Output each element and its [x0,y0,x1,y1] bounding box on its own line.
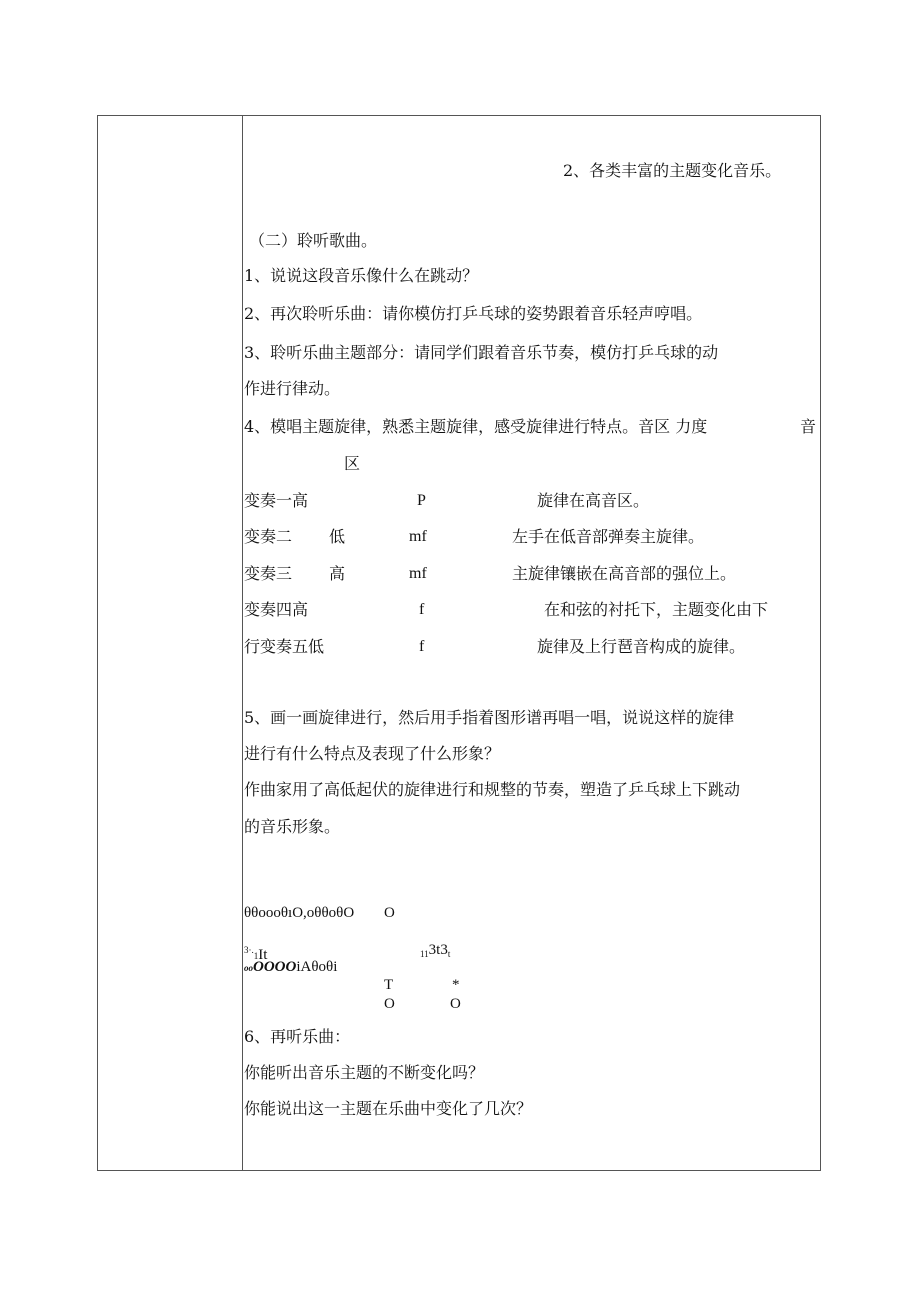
variation-3-desc: 主旋律镶嵌在高音部的强位上。 [512,564,737,583]
variation-5-dynamic: f [419,638,425,655]
variation-1-desc: 旋律在高音区。 [537,491,650,510]
question-3-line-1: 3、聆听乐曲主题部分：请同学们跟着音乐节奏，模仿打乒乓球的动 [244,343,719,362]
question-6-a: 你能听出音乐主题的不断变化吗？ [244,1063,485,1082]
top-item: 2、各类丰富的主题变化音乐。 [563,161,782,180]
answer-line-1: 作曲家用了高低起伏的旋律进行和规整的节奏，塑造了乒乓球上下跳动 [244,780,741,799]
variation-5-desc: 旋律及上行琶音构成的旋律。 [537,637,746,656]
score-star: * [452,977,460,993]
score-sup-a: 3·. [244,945,254,955]
score-sub-b: 11 [420,949,429,959]
question-1: 1、说说这段音乐像什么在跳动？ [244,266,479,285]
score-t: T [384,977,394,993]
score-sub-c: t [447,949,451,959]
variation-3-dynamic: mf [409,565,427,582]
score-line-1: θθoooθıO,oθθoθO [244,905,355,921]
variation-4-dynamic: f [419,601,425,618]
variation-4-name: 变奏四高 [244,600,309,619]
question-6-title: 6、再听乐曲： [244,1027,351,1046]
variation-2-register: 低 [329,527,346,546]
score-text-b: 3t3 [428,942,448,958]
variation-1-name: 变奏一高 [244,491,309,510]
variation-2-dynamic: mf [409,528,427,545]
score-o-right: O [450,996,461,1012]
question-5-line-2: 进行有什么特点及表现了什么形象？ [244,744,501,763]
score-line-1-end: O [384,905,395,921]
variation-2-desc: 左手在低音部弹奏主旋律。 [512,527,705,546]
question-6-b: 你能说出这一主题在乐曲中变化了几次？ [244,1099,533,1118]
answer-line-2: 的音乐形象。 [244,817,341,836]
question-4-line-1: 4、模唱主题旋律，熟悉主题旋律，感受旋律进行特点。音区 力度 [244,417,708,436]
score-line-3 [244,957,337,978]
score-iaθoθi: iAθoθi [296,959,338,975]
column-divider [242,116,243,1170]
score-oooo: OOOO [253,959,297,975]
variation-3-register: 高 [329,564,346,583]
score-line-2-right [420,940,450,964]
section-heading: （二）聆听歌曲。 [249,231,378,250]
score-text-a: It [258,947,268,963]
score-oo: oo [244,963,253,973]
variation-1-dynamic: P [417,492,426,509]
variation-4-desc: 在和弦的衬托下，主题变化由下 [544,600,769,619]
variation-2-name: 变奏二 [244,527,293,546]
variation-3-name: 变奏三 [244,564,293,583]
question-2: 2、再次聆听乐曲：请你模仿打乒乓球的姿势跟着音乐轻声哼唱。 [244,304,703,323]
score-o-left: O [384,996,395,1012]
score-sub-a: 1 [253,951,259,961]
question-3-line-2: 作进行律动。 [244,379,341,398]
question-4-qu: 区 [344,454,361,473]
question-5-line-1: 5、画一画旋律进行，然后用手指着图形谱再唱一唱，说说这样的旋律 [244,708,735,727]
question-4-yin: 音 [800,417,817,436]
variation-5-name: 行变奏五低 [244,637,325,656]
